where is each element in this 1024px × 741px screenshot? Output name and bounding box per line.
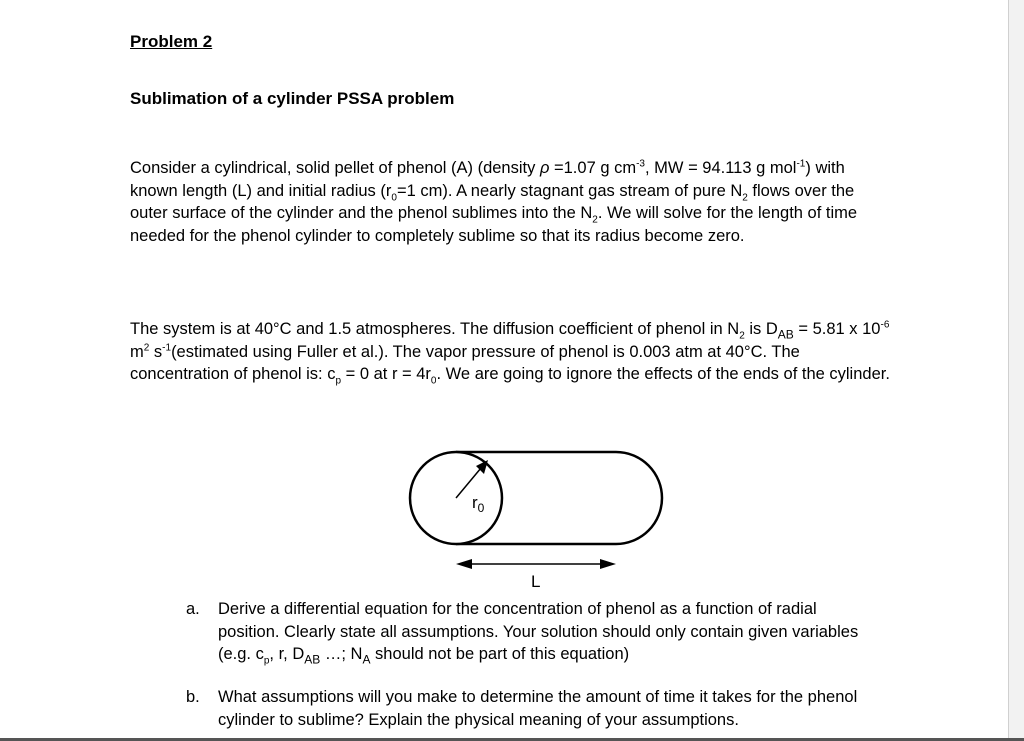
question-a-text — [218, 598, 878, 666]
problem-description-paragraph — [130, 157, 890, 247]
text-run: ) with known length (L) and initial radius (r — [130, 159, 845, 200]
problem-title: Problem 2 — [130, 32, 213, 51]
text-run: …; N — [320, 645, 363, 663]
length-arrowhead-left — [456, 559, 472, 569]
text-run: The system is at 40°C and 1.5 atmospheres. The diffusion coefficient of phenol in N — [130, 320, 740, 338]
text-run: , MW = 94.113 g mol — [645, 159, 797, 177]
text-run: = 5.81 x 10 — [793, 320, 881, 338]
subscript: 0 — [391, 191, 397, 203]
subscript: 2 — [592, 214, 598, 226]
text-run: should not be part of this equation) — [370, 645, 630, 663]
question-b-text: What assumptions will you make to determine the amount of time it takes for the phenol cylinder to sublime? Explain the physical meaning of your assumptions. — [218, 688, 858, 729]
radius-label: $r_0$ — [472, 493, 485, 515]
subscript: AB — [777, 327, 794, 342]
superscript: -1 — [796, 158, 806, 170]
superscript: -1 — [162, 342, 172, 353]
subscript: 2 — [742, 191, 748, 203]
superscript: 2 — [143, 342, 150, 353]
text-run: (estimated using Fuller et al.). The vapor pressure of phenol is 0.003 atm at 40°C. The concentration of phenol is: c — [130, 342, 800, 383]
text-run: Derive a differential equation for the concentration of phenol as a function of radial position. Clearly state all assumptions. Your solution should only contain given variables (e.g. c — [218, 600, 859, 663]
text-run: , r, D — [269, 645, 305, 663]
subscript: 0 — [430, 375, 437, 387]
text-run: . We are going to ignore the effects of the ends of the cylinder. — [436, 365, 890, 383]
text-run: is D — [744, 320, 778, 338]
subscript: p — [263, 655, 270, 667]
cylinder-diagram — [400, 448, 670, 598]
system-conditions-paragraph — [130, 318, 890, 386]
problem-subtitle: Sublimation of a cylinder PSSA problem — [130, 89, 455, 108]
text-run: flows over the outer surface of the cylinder and the phenol sublimes into the N — [130, 181, 855, 222]
text-run: Consider a cylindrical, solid pellet of phenol (A) (density — [130, 159, 540, 177]
subscript: AB — [304, 652, 321, 667]
length-arrowhead-right — [600, 559, 616, 569]
text-run: =1 cm). A nearly stagnant gas stream of pure N — [396, 181, 743, 200]
list-marker: b. — [186, 688, 200, 706]
text-run: = 0 at r = 4r — [341, 365, 431, 383]
superscript: -6 — [880, 319, 890, 331]
subscript: A — [362, 652, 371, 667]
text-run: =1.07 g cm — [549, 159, 637, 177]
subscript: 2 — [739, 330, 745, 342]
text-run: . We will solve for the length of time needed for the phenol cylinder to completely sublime so that its radius become zero. — [130, 204, 858, 245]
subscript: p — [335, 375, 342, 387]
length-label: L — [531, 572, 541, 591]
density-symbol: ρ — [539, 159, 550, 177]
text-run: m — [130, 342, 144, 361]
text-run: s — [149, 342, 163, 361]
superscript: -3 — [636, 158, 645, 170]
list-marker: a. — [186, 600, 200, 618]
